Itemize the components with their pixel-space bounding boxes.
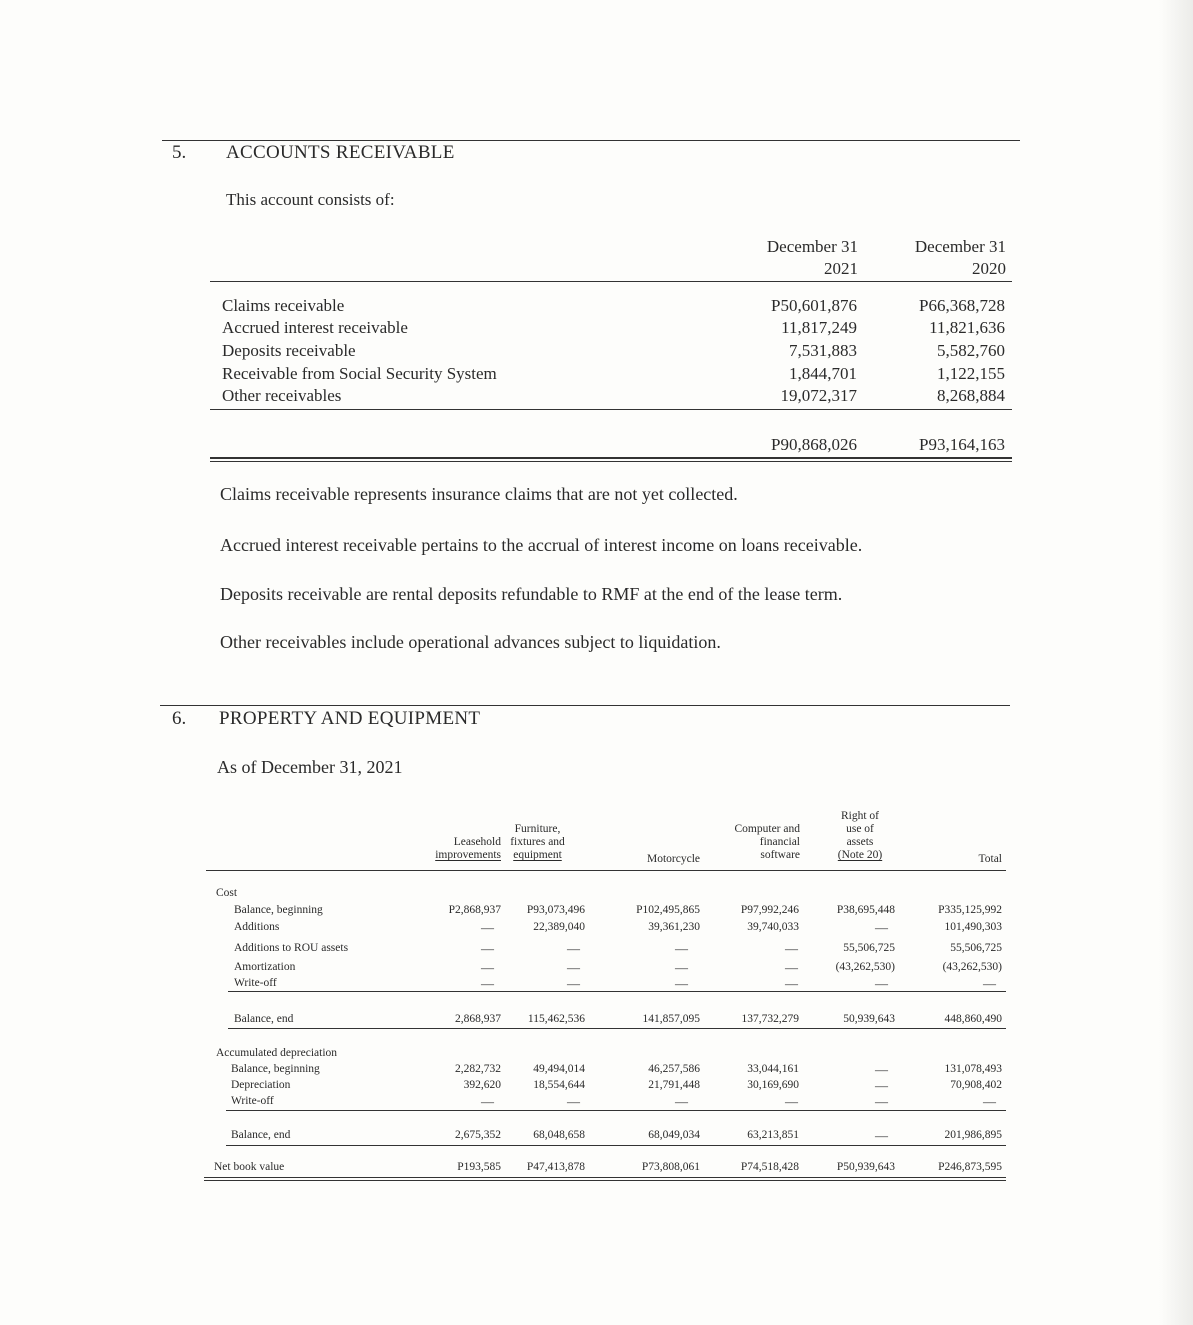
- subtotal-rule: [210, 409, 1012, 410]
- section-intro: As of December 31, 2021: [217, 757, 403, 777]
- table-row: Amortization — — — — (43,262,530) (43,262,530): [234, 960, 1002, 975]
- table-row: Receivable from Social Security System 1,844,701 1,122,155: [222, 364, 1005, 383]
- total-double-rule-bottom: [210, 461, 1012, 462]
- subtotal-row: Balance, end 2,868,937 115,462,536 141,857,095 137,732,279 50,939,643 448,860,490: [234, 1013, 1002, 1025]
- table-row: Write-off — — — — — —: [231, 1094, 996, 1109]
- table-row: Additions — 22,389,040 39,361,230 39,740,033 — 101,490,303: [234, 920, 1002, 935]
- total-double-rule-top: [210, 457, 1012, 459]
- section-title: PROPERTY AND EQUIPMENT: [219, 708, 481, 729]
- column-header-2020: December 31 2020: [914, 237, 1006, 278]
- table-row: Balance, beginning P2,868,937 P93,073,496 P102,495,865 P97,992,246 P38,695,448 P335,125,992: [234, 904, 1002, 916]
- note-paragraph: Accrued interest receivable pertains to the accrual of interest income on loans receivable.: [220, 535, 863, 555]
- section-rule: [160, 705, 1010, 706]
- net-double-rule-bottom: [204, 1180, 1006, 1181]
- column-header-total: Total: [978, 853, 1002, 865]
- ppe-header-rule: [206, 870, 1006, 871]
- total-row: P90,868,026 P93,164,163: [771, 435, 1005, 454]
- table-row: Deposits receivable 7,531,883 5,582,760: [222, 341, 1005, 360]
- table-row: Claims receivable P50,601,876 P66,368,728: [222, 296, 1005, 315]
- accum-label-row: Accumulated depreciation: [216, 1047, 338, 1059]
- column-header-computer: Computer and financial software: [734, 823, 800, 861]
- subtotal-row: Balance, end 2,675,352 68,048,658 68,049,034 63,213,851 — 201,986,895: [231, 1128, 1002, 1143]
- column-header-leasehold: Leasehold improvements: [435, 836, 501, 861]
- column-header-2021: December 31 2021: [766, 237, 858, 278]
- accum-end-rule: [226, 1145, 1006, 1146]
- table-row: Other receivables 19,072,317 8,268,884: [222, 386, 1005, 405]
- table-row: Accrued interest receivable 11,817,249 11,821,636: [222, 318, 1005, 337]
- cost-label-row: Cost: [216, 887, 238, 899]
- page-edge-shadow: [1159, 0, 1193, 1325]
- net-double-rule-top: [204, 1177, 1006, 1178]
- section-rule: [162, 140, 1020, 141]
- section-intro: This account consists of:: [226, 190, 395, 209]
- table-row: Balance, beginning 2,282,732 49,494,014 46,257,586 33,044,161 — 131,078,493: [231, 1062, 1002, 1077]
- note-paragraph: Claims receivable represents insurance claims that are not yet collected.: [220, 484, 738, 504]
- column-header-motorcycle: Motorcycle: [646, 853, 700, 865]
- section-number: 5.: [172, 142, 187, 163]
- table-row: Write-off — — — — — —: [234, 976, 996, 991]
- column-header-rou: Right of use of assets (Note 20): [837, 810, 883, 861]
- cost-end-rule: [228, 1028, 1006, 1029]
- section-title: ACCOUNTS RECEIVABLE: [226, 142, 455, 163]
- note-paragraph: Deposits receivable are rental deposits refundable to RMF at the end of the lease term.: [220, 584, 843, 604]
- table-row: Depreciation 392,620 18,554,644 21,791,448 30,169,690 — 70,908,402: [231, 1078, 1002, 1093]
- note-paragraph: Other receivables include operational advances subject to liquidation.: [220, 632, 721, 652]
- cost-subtotal-rule: [228, 991, 1006, 992]
- column-header-furniture: Furniture, fixtures and equipment: [510, 823, 565, 861]
- section-number: 6.: [172, 708, 187, 729]
- header-rule: [210, 281, 1012, 282]
- accum-subtotal-rule: [226, 1110, 1006, 1111]
- table-row: Additions to ROU assets — — — — 55,506,725 55,506,725: [234, 941, 1002, 956]
- net-book-value-row: Net book value P193,585 P47,413,878 P73,808,061 P74,518,428 P50,939,643 P246,873,595: [214, 1161, 1002, 1173]
